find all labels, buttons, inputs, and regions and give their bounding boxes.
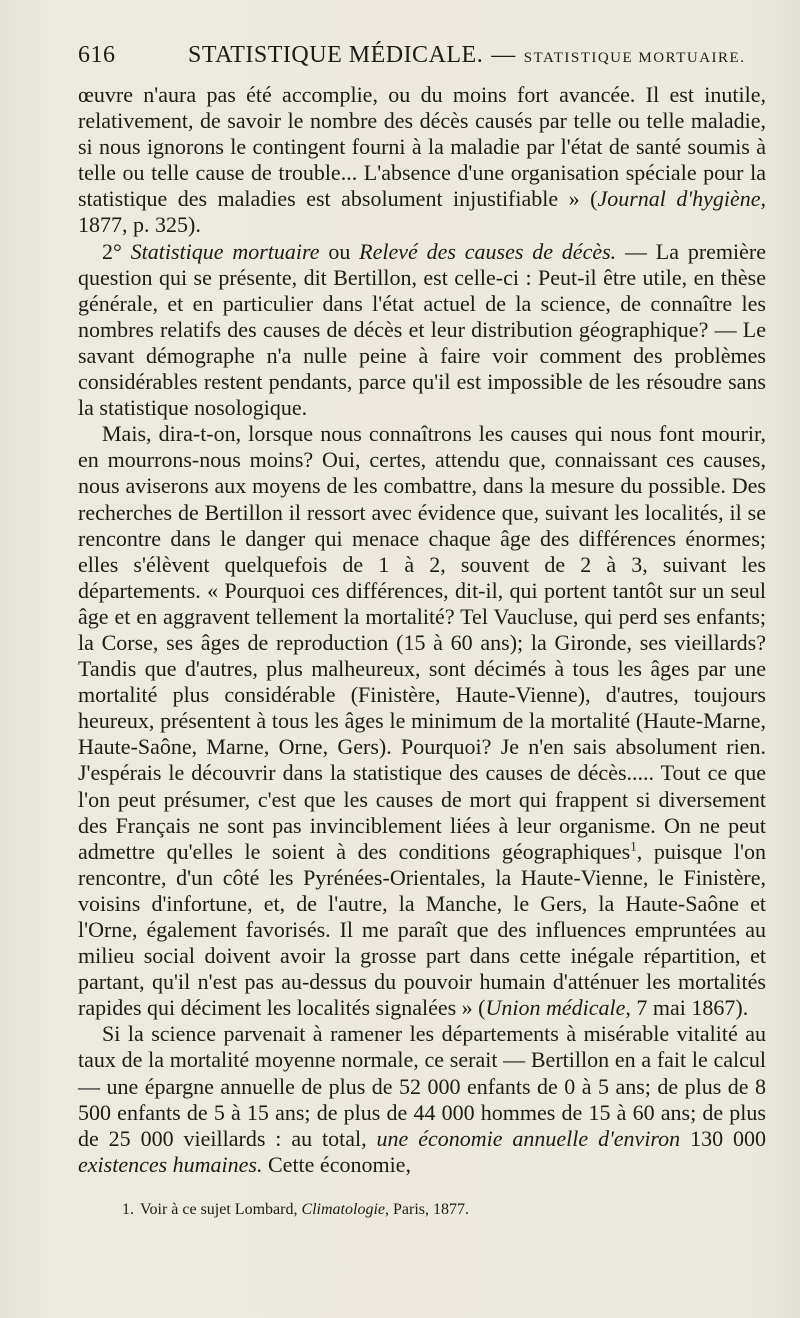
running-head: [78, 42, 766, 82]
paragraph-1: [78, 82, 766, 239]
p1-citation: , 1877, p. 325).: [78, 186, 766, 238]
body-text: [78, 82, 766, 1178]
running-title: [188, 42, 745, 69]
title-sub: STATISTIQUE MORTUAIRE.: [523, 50, 746, 66]
footnote-number: 1.: [122, 1200, 134, 1218]
footnote-ref: 1: [630, 838, 637, 854]
footnote-text: Voir à ce sujet Lombard,: [140, 1200, 302, 1218]
footnote-book-title: Climatologie: [301, 1200, 385, 1218]
p4-emphasis-b: existences humaines.: [78, 1151, 263, 1177]
title-main: STATISTIQUE MÉDICALE.: [188, 42, 484, 68]
paragraph-4: [78, 1021, 766, 1178]
page-number: 616: [78, 42, 116, 68]
p4-number: 130 000: [680, 1125, 767, 1151]
p4-text: Si la science parvenait à ramener les départements à misérable vitalité au taux de la mortalité moyenne normale, ce serait — Bertillon en a fait le calcul — une épargne annuelle de plus de 52 000 enfants de 0 à 5 ans; de plus de 8 500 enfants de 5 à 15 ans; de plus de 44 000 hommes de 15 à 60 ans; de plus de 25 000 vieillards : au total,: [78, 1021, 766, 1151]
paragraph-2: [78, 239, 766, 422]
p4-text-end: Cette économie,: [262, 1151, 411, 1177]
p2-heading-b: Relevé des causes de décès.: [359, 238, 617, 264]
footnote: [78, 1200, 766, 1220]
title-separator: —: [491, 42, 516, 68]
p3-text-cont: , puisque l'on rencontre, d'un côté les Pyrénées-Orientales, la Haute-Vienne, le Finistère, voisins d'infortune, et, de l'autre, la Manche, le Gers, la Haute-Saône et l'Orne, également favorisés. Il me paraît que des influences empruntées au milieu social doivent avoir la grosse part dans cette inégale répartition, et partant, qu'il n'est pas au-dessus du pouvoir humain d'atténuer les mortalités rapides qui déciment les localités signalées » (: [78, 838, 766, 1021]
p4-emphasis-a: une économie annuelle d'environ: [376, 1125, 681, 1151]
footnote-rule: [78, 1186, 766, 1200]
p3-citation: , 7 mai 1867).: [625, 995, 749, 1021]
p2-ou: ou: [319, 238, 360, 264]
p1-text: œuvre n'aura pas été accomplie, ou du moins fort avancée. Il est inutile, relativement, de savoir le nombre des décès causés par telle ou telle maladie, si nous ignorons le contingent fourni à la maladie par l'état de santé soumis à telle ou telle cause de trouble... L'absence d'une organisation spéciale pour la statistique des maladies est absolument injustifiable » (: [78, 82, 766, 212]
p3-journal-title: Union médicale: [485, 995, 626, 1021]
p3-text: Mais, dira-t-on, lorsque nous connaîtrons les causes qui nous font mourir, en mourrons-nous moins? Oui, certes, attendu que, connaissant ces causes, nous aviserons aux moyens de les combattre, dans la mesure du possible. Des recherches de Bertillon il ressort avec évidence que, suivant les localités, il se rencontre dans le danger qui menace chaque âge des différences énormes; elles s'élèvent quelquefois de 1 à 2, souvent de 2 à 3, suivant les départements. « Pourquoi ces différences, dit-il, qui portent tantôt sur un seul âge et en aggravent tellement la mortalité? Tel Vaucluse, qui perd ses enfants; la Corse, ses âges de reproduction (15 à 60 ans); la Gironde, ses vieillards? Tandis que d'autres, plus malheureux, sont décimés à tous les âges par une mortalité plus considérable (Finistère, Haute-Vienne), d'autres, toujours heureux, présentent à tous les âges le minimum de la mortalité (Haute-Marne, Haute-Saône, Marne, Orne, Gers). Pourquoi? Je n'en sais absolument rien. J'espérais le découvrir dans la statistique des causes de décès..... Tout ce que l'on peut présumer, c'est que les causes de mort qui frappent si diversement des Français ne sont pas invinciblement liées à leur organisme. On ne peut admettre qu'elles le soient à des conditions géographiques: [78, 421, 766, 864]
p2-number: 2°: [102, 238, 131, 264]
p1-journal-title: Journal d'hygiène: [597, 186, 761, 212]
footnote-end: , Paris, 1877.: [385, 1200, 469, 1218]
p2-heading-a: Statistique mortuaire: [130, 238, 320, 264]
paragraph-3: [78, 421, 766, 1021]
p2-text: — La première question qui se présente, dit Bertillon, est celle-ci : Peut-il être utile, en thèse générale, et en particulier dans l'état actuel de la science, de connaître les nombres relatifs des causes de décès et leur distribution géographique? — Le savant démographe n'a nulle peine à faire voir comment des problèmes considérables restent pendants, parce qu'il est impossible de les résoudre sans la statistique nosologique.: [78, 238, 767, 421]
